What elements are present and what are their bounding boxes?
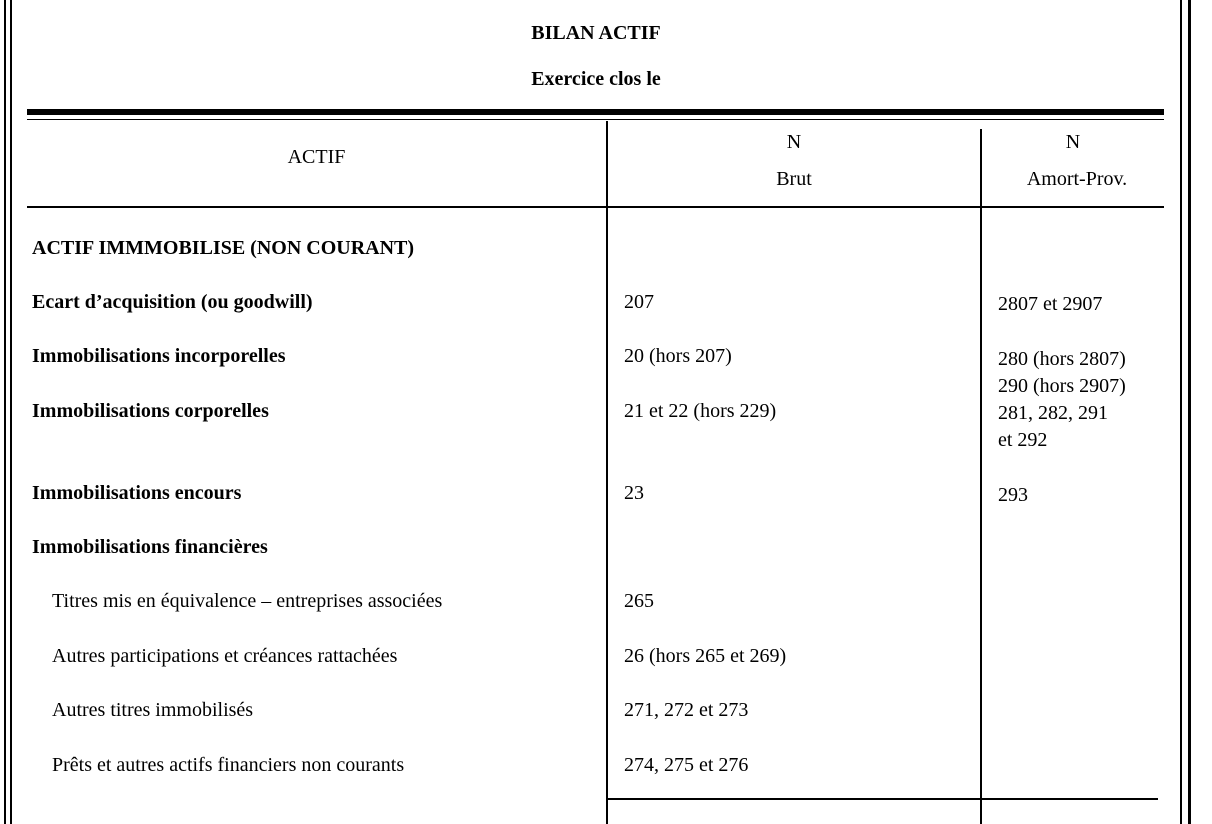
row-brut-corporelles: 21 et 22 (hors 229) <box>624 400 777 422</box>
row-label-prets: Prêts et autres actifs financiers non courants <box>52 754 405 776</box>
row-brut-titres-equivalence: 265 <box>624 590 654 612</box>
row-label-titres-equivalence: Titres mis en équivalence – entreprises associées <box>52 590 443 612</box>
header-amort-label: Amort-Prov. <box>1026 168 1128 190</box>
column-divider-2 <box>980 129 982 824</box>
row-brut-encours: 23 <box>624 482 644 504</box>
row-brut-incorporelles: 20 (hors 207) <box>624 345 732 367</box>
row-label-encours: Immobilisations encours <box>32 482 242 504</box>
row-amort-encours: 293 <box>998 484 1028 506</box>
row-label-corporelles: Immobilisations corporelles <box>32 400 269 422</box>
row-brut-autres-titres: 271, 272 et 273 <box>624 699 749 721</box>
row-label-incorporelles: Immobilisations incorporelles <box>32 345 286 367</box>
section-title: ACTIF IMMMOBILISE (NON COURANT) <box>32 237 415 259</box>
row-brut-goodwill: 207 <box>624 291 654 313</box>
bottom-partial-rule <box>606 798 1158 800</box>
frame-right-inner <box>1180 0 1182 824</box>
row-label-autres-titres: Autres titres immobilisés <box>52 699 254 721</box>
amort-block-line-2: 281, 282, 291 <box>998 402 1108 424</box>
header-brut-label: Brut <box>776 168 812 190</box>
header-actif: ACTIF <box>287 146 346 168</box>
header-bottom-rule <box>27 206 1164 208</box>
row-brut-autres-participations: 26 (hors 265 et 269) <box>624 645 787 667</box>
document-title: BILAN ACTIF <box>531 22 661 44</box>
row-label-goodwill: Ecart d’acquisition (ou goodwill) <box>32 291 313 313</box>
row-amort-goodwill: 2807 et 2907 <box>998 293 1103 315</box>
row-label-financieres: Immobilisations financières <box>32 536 268 558</box>
amort-block-line-1: 290 (hors 2907) <box>998 375 1126 397</box>
frame-left-outer <box>4 0 6 824</box>
frame-left-inner <box>10 0 12 824</box>
document-subtitle: Exercice clos le <box>531 68 661 90</box>
row-brut-prets: 274, 275 et 276 <box>624 754 749 776</box>
header-brut-n: N <box>786 131 802 153</box>
frame-right-outer <box>1188 0 1191 824</box>
column-divider-1 <box>606 121 608 824</box>
header-thin-rule <box>27 119 1164 120</box>
row-amort-incorporelles: 280 (hors 2807) <box>998 348 1126 370</box>
amort-block-line-3: et 292 <box>998 429 1048 451</box>
header-amort-n: N <box>1065 131 1081 153</box>
row-label-autres-participations: Autres participations et créances rattachées <box>52 645 398 667</box>
header-heavy-rule <box>27 109 1164 115</box>
